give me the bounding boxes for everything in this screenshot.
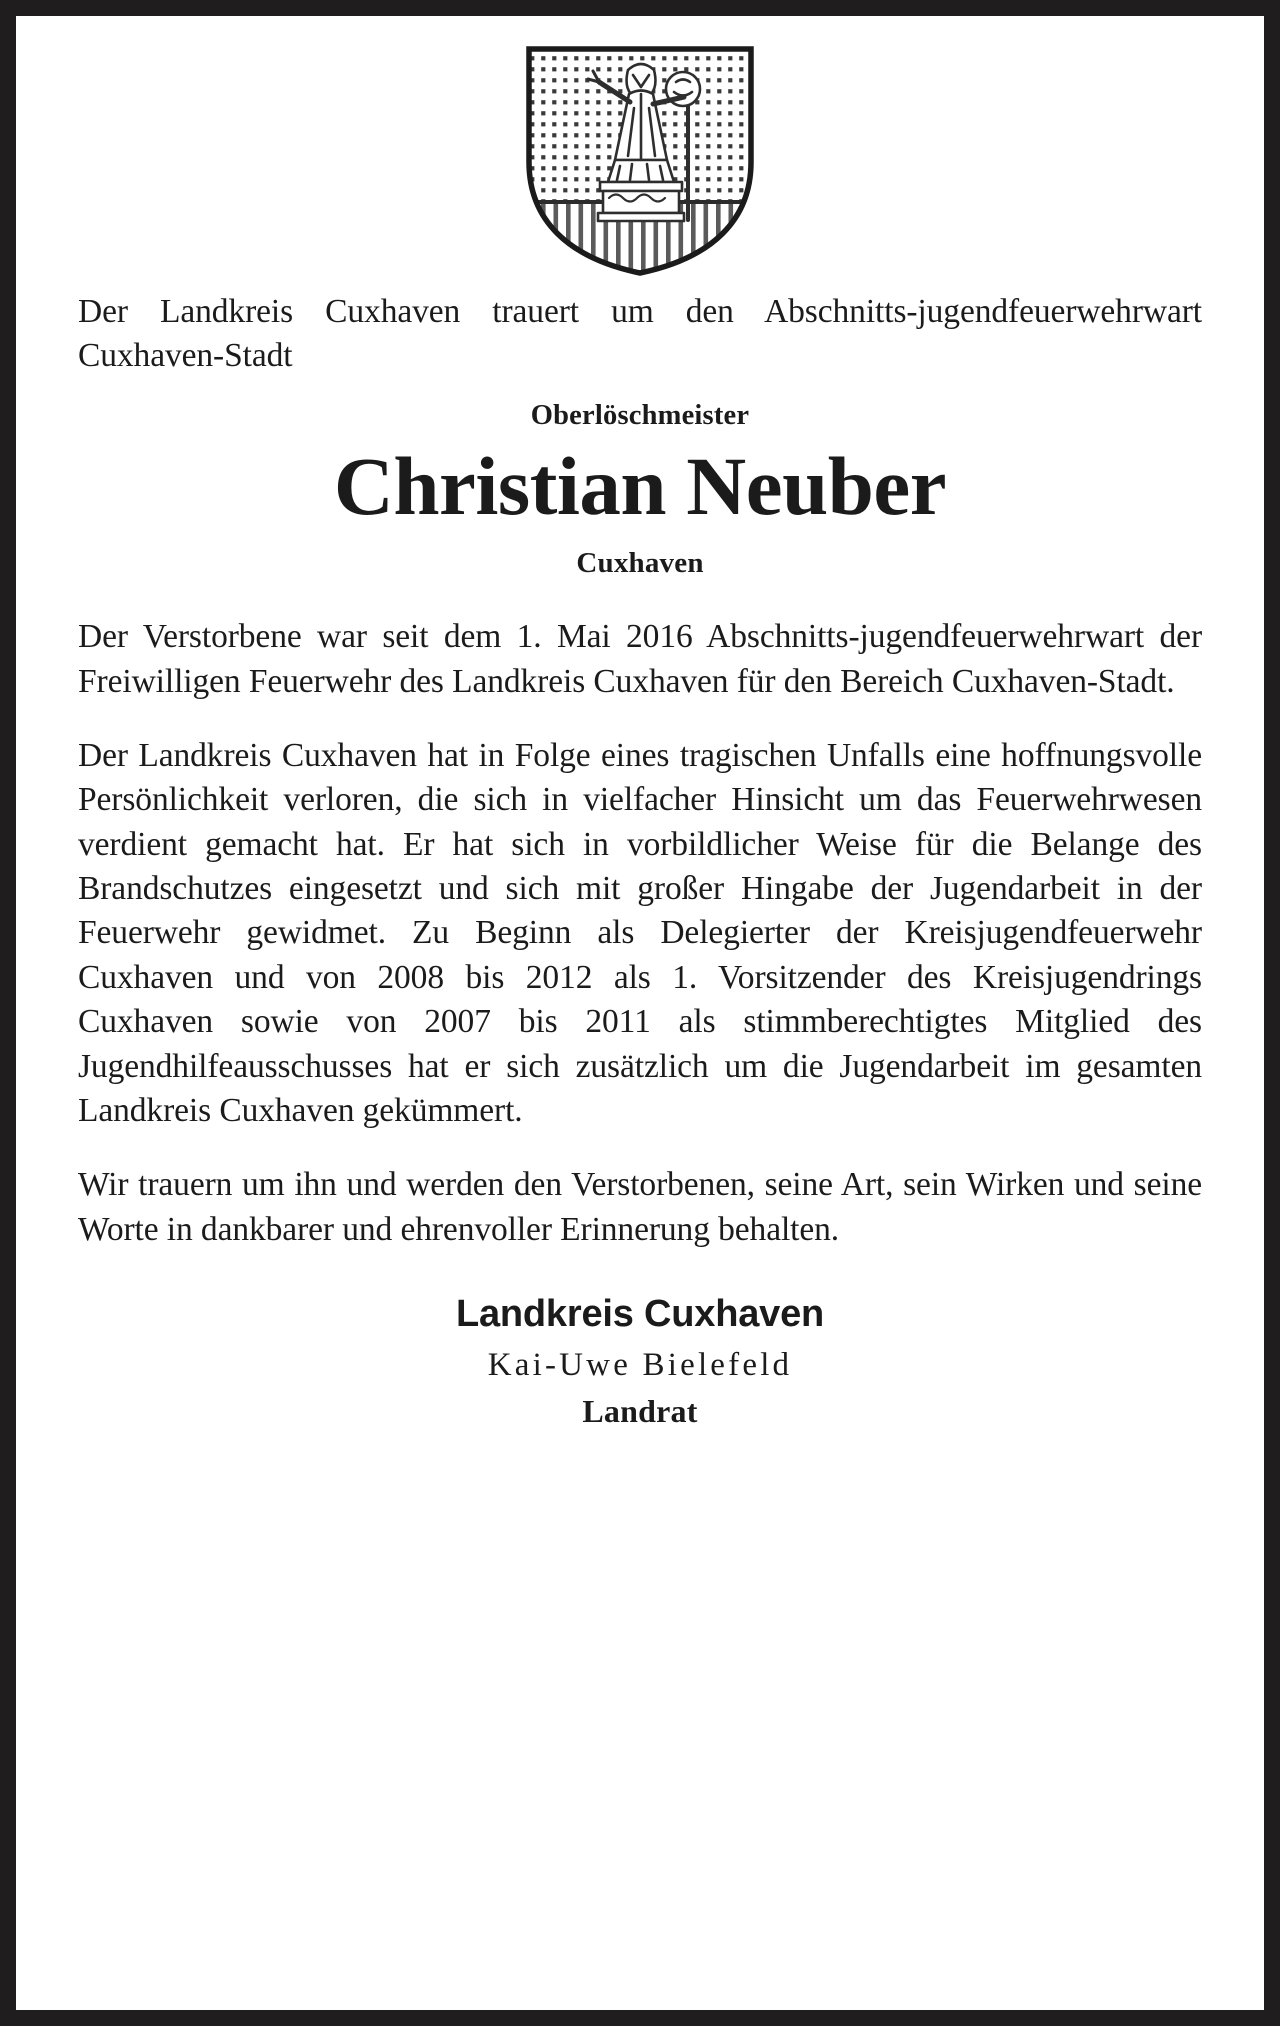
signature-block bbox=[78, 1292, 1202, 1430]
body-paragraph: Der Verstorbene war seit dem 1. Mai 2016 Abschnitts-jugendfeuerwehrwart der Freiwilligen Feuerwehr des Landkreis Cuxhaven für den Bereich Cuxhaven-Stadt. bbox=[78, 618, 1202, 700]
signature-organisation: Landkreis Cuxhaven bbox=[455, 1293, 825, 1336]
hometown: Cuxhaven bbox=[576, 547, 704, 580]
crest-area bbox=[78, 34, 1202, 286]
obituary-notice bbox=[16, 16, 1264, 2010]
body-paragraph: Der Landkreis Cuxhaven hat in Folge eines tragischen Unfalls eine hoffnungsvolle Persönlichkeit verloren, die sich in vielfacher Hinsicht um das Feuerwehrwesen verdient gemacht hat. Er hat sich in vorbildlicher Weise für die Belange des Brandschutzes eingesetzt und sich mit großer Hingabe der Jugendarbeit in der Feuerwehr gewidmet. Zu Beginn als Delegierter der Kreisjugendfeuerwehr Cuxhaven und von 2008 bis 2012 als 1. Vorsitzender des Kreisjugendrings Cuxhaven sowie von 2007 bis 2011 als stimmberechtigtes Mitglied des Jugendhilfeausschusses hat er sich zusätzlich um die Jugendarbeit im gesamten Landkreis Cuxhaven gekümmert. bbox=[78, 736, 1202, 1129]
coat-of-arms-shield-icon bbox=[516, 42, 764, 280]
signature-role: Landrat bbox=[582, 1392, 698, 1429]
body-paragraph: Wir trauern um ihn und werden den Verstorbenen, seine Art, sein Wirken und seine Worte in dankbarer und ehrenvoller Erinnerung behalten. bbox=[78, 1166, 1202, 1248]
lede-text: Der Landkreis Cuxhaven trauert um den Abschnitts-jugendfeuerwehrwart Cuxhaven-Stadt bbox=[78, 293, 1202, 374]
rank-title: Oberlöschmeister bbox=[530, 400, 750, 432]
deceased-name: Christian Neuber bbox=[333, 440, 947, 533]
signature-person: Kai-Uwe Bielefeld bbox=[487, 1346, 793, 1383]
